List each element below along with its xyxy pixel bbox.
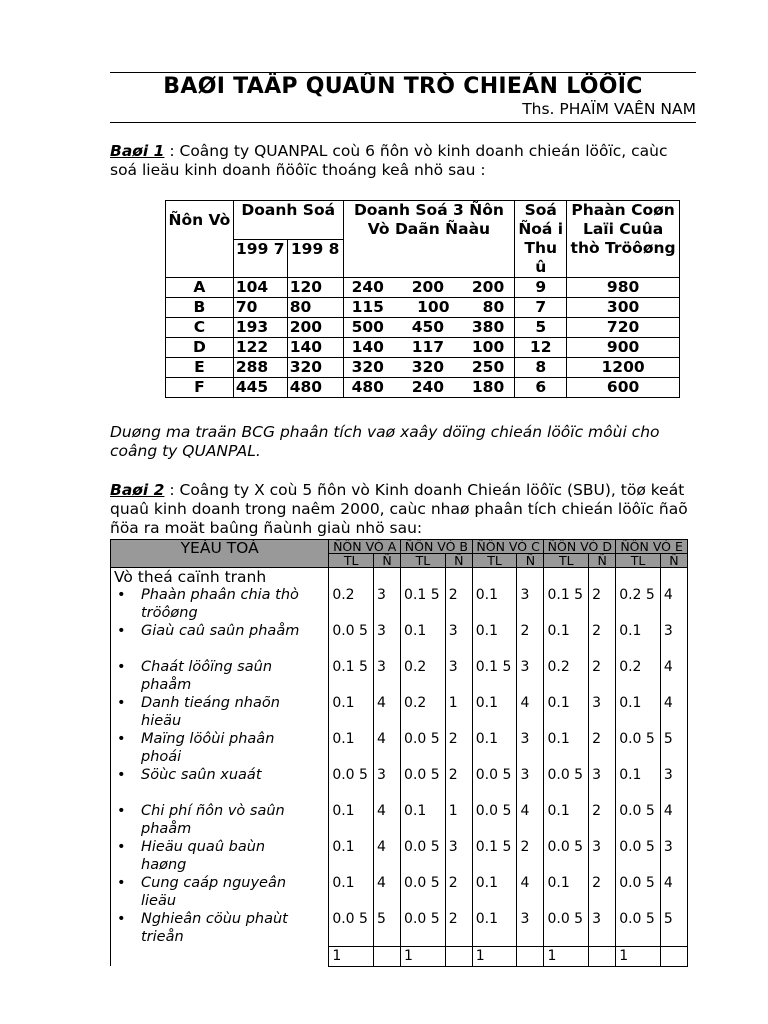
cell-score: 4 (660, 802, 687, 838)
cell-weight: 0.1 (616, 622, 661, 658)
th-score: Ñ (374, 554, 401, 568)
cell-total (660, 946, 687, 966)
cell-top3 (343, 338, 515, 358)
factor-label: Danh tieáng nhaõn hieäu (141, 695, 280, 729)
cell-score: 3 (445, 658, 472, 694)
factor-label: Maïng löôùi phaân phoái (141, 731, 275, 765)
th-1998: 199 8 (287, 239, 343, 278)
cell-weight: 0.1 (329, 874, 374, 910)
factor-cell (111, 694, 329, 730)
cell-score: 3 (517, 586, 544, 622)
cell-weight: 0.2 (544, 658, 589, 694)
cell-1997: 104 (233, 278, 287, 298)
bullet: • (117, 695, 126, 711)
th-share: Phaàn Coøn Laïi Cuûa thò Tröôøng (567, 201, 680, 278)
cell-top3-1: 140 (351, 338, 384, 356)
cell-top3-3: 80 (482, 298, 505, 316)
cell-weight: 0.1 (472, 586, 517, 622)
cell-weight: 0.1 (329, 730, 374, 766)
cell-weight: 0.0 5 (329, 622, 374, 658)
cell-score: 3 (517, 658, 544, 694)
cell-score: 2 (589, 586, 616, 622)
bullet: • (117, 587, 126, 603)
cell-total (374, 946, 401, 966)
cell-top3-1: 480 (351, 378, 384, 396)
table-row (166, 318, 680, 338)
cell-unit: D (166, 338, 234, 358)
table-row (166, 358, 680, 378)
cell-score: 3 (374, 766, 401, 802)
cell-weight: 0.1 (544, 874, 589, 910)
cell-share: 1200 (567, 358, 680, 378)
th-weight: TL (329, 554, 374, 568)
cell-share: 980 (567, 278, 680, 298)
ex2-intro (110, 481, 696, 538)
cell-1997: 288 (233, 358, 287, 378)
cell-score: 4 (517, 874, 544, 910)
cell-weight: 0.0 5 (329, 910, 374, 946)
cell-weight: 0.1 (472, 622, 517, 658)
cell-score: 2 (517, 838, 544, 874)
cell-share: 300 (567, 298, 680, 318)
totals-label (111, 946, 329, 966)
cell-score: 3 (517, 766, 544, 802)
cell-share: 900 (567, 338, 680, 358)
cell-score: 2 (589, 730, 616, 766)
cell-rank: 7 (515, 298, 567, 318)
cell-weight: 0.2 (329, 586, 374, 622)
cell-1997: 122 (233, 338, 287, 358)
ex2-intro-text: : Coâng ty X coù 5 ñôn vò Kinh doanh Chieán löôïc (SBU), töø keát quaû kinh doanh trong naêm 2000, caùc nhaø phaân tích chieán löôïc ñaõ ñöa ra moät baûng ñaùnh giaù nhö sau: (110, 481, 688, 537)
cell-rank: 8 (515, 358, 567, 378)
table-row (111, 874, 688, 910)
cell-score: 2 (589, 802, 616, 838)
cell-top3-3: 250 (471, 358, 505, 376)
cell-weight: 0.0 5 (616, 910, 661, 946)
cell-total: 1 (544, 946, 589, 966)
cell-top3-3: 100 (471, 338, 505, 356)
ex1-label: Baøi 1 (110, 142, 165, 160)
bullet: • (117, 767, 126, 783)
cell-score: 4 (517, 694, 544, 730)
table-row (111, 730, 688, 766)
cell-weight: 0.1 (472, 910, 517, 946)
cell-rank: 5 (515, 318, 567, 338)
cell-weight: 0.0 5 (472, 766, 517, 802)
cell-weight: 0.1 (472, 874, 517, 910)
cell-weight: 0.1 (401, 802, 446, 838)
cell-score: 2 (589, 874, 616, 910)
th-weight: TL (401, 554, 446, 568)
th-unit: Ñôn Vò (166, 201, 234, 278)
factor-cell (111, 622, 329, 658)
ex2-table (110, 539, 688, 967)
cell-top3-2: 240 (411, 378, 445, 396)
th-unit-e: ÑÔN VÒ E (616, 540, 688, 554)
cell-weight: 0.0 5 (544, 766, 589, 802)
cell-top3 (343, 358, 515, 378)
cell-score: 3 (589, 910, 616, 946)
cell-weight: 0.0 5 (544, 910, 589, 946)
cell-weight: 0.1 5 (329, 658, 374, 694)
section-competitive-position: Vò theá caïnh tranh (111, 568, 329, 587)
cell-rank: 12 (515, 338, 567, 358)
th-unit-c: ÑÔN VÒ C (472, 540, 544, 554)
factor-cell (111, 730, 329, 766)
th-unit-d: ÑÔN VÒ D (544, 540, 616, 554)
cell-weight: 0.1 5 (401, 586, 446, 622)
factor-label: Hieäu quaû baùn haøng (141, 839, 266, 873)
factor-label: Chi phí ñôn vò saûn phaåm (141, 803, 285, 837)
factor-cell (111, 586, 329, 622)
cell-top3 (343, 378, 515, 398)
ex1-intro-text: : Coâng ty QUANPAL coù 6 ñôn vò kinh doanh chieán löôïc, caùc soá lieäu kinh doanh ñöôïc thoáng keâ nhö sau : (110, 142, 668, 179)
th-score: Ñ (660, 554, 687, 568)
cell-total: 1 (401, 946, 446, 966)
cell-score: 3 (660, 838, 687, 874)
bullet: • (117, 839, 126, 855)
cell-unit: E (166, 358, 234, 378)
cell-score: 2 (589, 622, 616, 658)
cell-score: 3 (589, 838, 616, 874)
cell-weight: 0.1 (329, 838, 374, 874)
cell-score: 4 (660, 658, 687, 694)
th-score: Ñ (445, 554, 472, 568)
totals-row (111, 946, 688, 966)
th-revenue: Doanh Soá (233, 201, 343, 240)
cell-score: 3 (589, 694, 616, 730)
cell-weight: 0.1 (616, 694, 661, 730)
cell-rank: 6 (515, 378, 567, 398)
th-unit-a: ÑÔN VÒ A (329, 540, 401, 554)
cell-weight: 0.0 5 (329, 766, 374, 802)
cell-total (589, 946, 616, 966)
th-weight: TL (544, 554, 589, 568)
cell-weight: 0.0 5 (616, 874, 661, 910)
cell-weight: 0.2 (401, 694, 446, 730)
cell-rank: 9 (515, 278, 567, 298)
cell-score: 3 (374, 658, 401, 694)
cell-weight: 0.1 (544, 694, 589, 730)
table-row (111, 910, 688, 946)
th-score: Ñ (589, 554, 616, 568)
cell-score: 1 (445, 694, 472, 730)
cell-top3-1: 115 (351, 298, 384, 316)
cell-unit: F (166, 378, 234, 398)
top-rule (110, 72, 696, 73)
bullet: • (117, 875, 126, 891)
cell-weight: 0.0 5 (544, 838, 589, 874)
cell-score: 2 (445, 730, 472, 766)
factor-label: Cung caáp nguyeân lieäu (141, 875, 287, 909)
cell-score: 5 (660, 730, 687, 766)
cell-score: 4 (374, 694, 401, 730)
cell-unit: A (166, 278, 234, 298)
cell-top3-2: 117 (411, 338, 445, 356)
cell-top3-2: 320 (411, 358, 445, 376)
th-rank: Soá Ñoá i Thu û (515, 201, 567, 278)
cell-total: 1 (616, 946, 661, 966)
cell-score: 2 (517, 622, 544, 658)
cell-total: 1 (329, 946, 374, 966)
cell-unit: C (166, 318, 234, 338)
cell-top3-1: 500 (351, 318, 384, 336)
cell-1997: 193 (233, 318, 287, 338)
table-row (111, 622, 688, 658)
th-unit-b: ÑÔN VÒ B (401, 540, 473, 554)
th-weight: TL (472, 554, 517, 568)
table-row (166, 338, 680, 358)
cell-1998: 480 (287, 378, 343, 398)
factor-cell (111, 766, 329, 802)
table-row (166, 378, 680, 398)
factor-cell (111, 658, 329, 694)
cell-top3 (343, 278, 515, 298)
cell-score: 4 (374, 838, 401, 874)
cell-weight: 0.0 5 (401, 874, 446, 910)
cell-weight: 0.1 (472, 694, 517, 730)
factor-cell (111, 802, 329, 838)
table-row (166, 278, 680, 298)
cell-weight: 0.1 5 (544, 586, 589, 622)
cell-1998: 200 (287, 318, 343, 338)
cell-top3-2: 200 (411, 278, 445, 296)
cell-weight: 0.1 (616, 766, 661, 802)
cell-score: 4 (660, 874, 687, 910)
cell-top3-1: 240 (351, 278, 384, 296)
cell-score: 2 (445, 910, 472, 946)
ex1-table (165, 200, 680, 398)
factor-label: Söùc saûn xuaát (141, 767, 262, 783)
th-1997: 199 7 (233, 239, 287, 278)
cell-top3 (343, 318, 515, 338)
cell-score: 2 (445, 874, 472, 910)
cell-score: 3 (445, 838, 472, 874)
table-row (111, 694, 688, 730)
table-row (111, 802, 688, 838)
cell-weight: 0.1 5 (472, 838, 517, 874)
cell-weight: 0.0 5 (472, 802, 517, 838)
cell-weight: 0.1 (329, 694, 374, 730)
cell-weight: 0.2 (616, 658, 661, 694)
cell-score: 4 (374, 730, 401, 766)
ex1-task: Duøng ma traän BCG phaân tích vaø xaây döïng chieán löôïc môùi cho coâng ty QUANPAL. (110, 423, 660, 460)
th-top3: Doanh Soá 3 Ñôn Vò Daãn Ñaàu (343, 201, 515, 278)
cell-top3-2: 100 (417, 298, 450, 316)
cell-score: 4 (517, 802, 544, 838)
cell-1998: 140 (287, 338, 343, 358)
cell-score: 3 (660, 766, 687, 802)
cell-weight: 0.1 (401, 622, 446, 658)
cell-1997: 445 (233, 378, 287, 398)
cell-weight: 0.0 5 (401, 838, 446, 874)
cell-share: 600 (567, 378, 680, 398)
cell-1998: 80 (287, 298, 343, 318)
table-row (166, 298, 680, 318)
cell-weight: 0.1 (329, 802, 374, 838)
cell-1998: 120 (287, 278, 343, 298)
factor-cell (111, 910, 329, 946)
cell-total: 1 (472, 946, 517, 966)
th-score: Ñ (517, 554, 544, 568)
cell-weight: 0.0 5 (616, 802, 661, 838)
bullet: • (117, 911, 126, 927)
cell-weight: 0.1 (544, 730, 589, 766)
factor-label: Phaàn phaân chia thò tröôøng (141, 587, 299, 621)
ex1-intro (110, 142, 696, 180)
cell-total (517, 946, 544, 966)
table-row (111, 766, 688, 802)
cell-unit: B (166, 298, 234, 318)
cell-top3-3: 200 (471, 278, 505, 296)
cell-score: 3 (589, 766, 616, 802)
cell-1997: 70 (233, 298, 287, 318)
cell-score: 3 (517, 910, 544, 946)
cell-weight: 0.1 (544, 802, 589, 838)
cell-score: 3 (374, 622, 401, 658)
table-row (111, 838, 688, 874)
cell-score: 3 (517, 730, 544, 766)
cell-score: 3 (374, 586, 401, 622)
cell-weight: 0.0 5 (401, 766, 446, 802)
cell-top3-2: 450 (411, 318, 445, 336)
cell-top3-3: 180 (471, 378, 505, 396)
cell-weight: 0.0 5 (401, 730, 446, 766)
cell-total (445, 946, 472, 966)
th-factor: YEÁU TOÁ (111, 540, 329, 568)
bullet: • (117, 803, 126, 819)
cell-weight: 0.0 5 (401, 910, 446, 946)
bullet: • (117, 659, 126, 675)
cell-score: 5 (374, 910, 401, 946)
cell-share: 720 (567, 318, 680, 338)
cell-top3-1: 320 (351, 358, 384, 376)
ex2-label: Baøi 2 (110, 481, 165, 499)
cell-score: 1 (445, 802, 472, 838)
factor-cell (111, 838, 329, 874)
cell-score: 4 (660, 694, 687, 730)
cell-score: 2 (445, 766, 472, 802)
cell-score: 4 (374, 802, 401, 838)
cell-top3-3: 380 (471, 318, 505, 336)
cell-score: 5 (660, 910, 687, 946)
cell-weight: 0.1 (544, 622, 589, 658)
cell-weight: 0.1 (472, 730, 517, 766)
bullet: • (117, 623, 126, 639)
factor-label: Chaát löôïng saûn phaåm (141, 659, 273, 693)
cell-score: 4 (660, 586, 687, 622)
cell-top3 (343, 298, 515, 318)
cell-score: 4 (374, 874, 401, 910)
table-row (111, 658, 688, 694)
factor-label: Giaù caû saûn phaåm (141, 623, 300, 639)
cell-score: 3 (660, 622, 687, 658)
cell-weight: 0.0 5 (616, 838, 661, 874)
cell-weight: 0.2 (401, 658, 446, 694)
cell-weight: 0.0 5 (616, 730, 661, 766)
bullet: • (117, 731, 126, 747)
page-title: BAØI TAÄP QUAÛN TRÒ CHIEÁN LÖÔÏC (163, 74, 643, 99)
table-row (111, 586, 688, 622)
factor-label: Nghieân cöùu phaùt trieån (141, 911, 288, 945)
th-weight: TL (616, 554, 661, 568)
cell-weight: 0.1 5 (472, 658, 517, 694)
cell-1998: 320 (287, 358, 343, 378)
cell-weight: 0.2 5 (616, 586, 661, 622)
header-rule (110, 122, 696, 123)
cell-score: 2 (445, 586, 472, 622)
cell-score: 3 (445, 622, 472, 658)
factor-cell (111, 874, 329, 910)
author: Ths. PHAÏM VAÊN NAM (522, 100, 696, 118)
cell-score: 2 (589, 658, 616, 694)
